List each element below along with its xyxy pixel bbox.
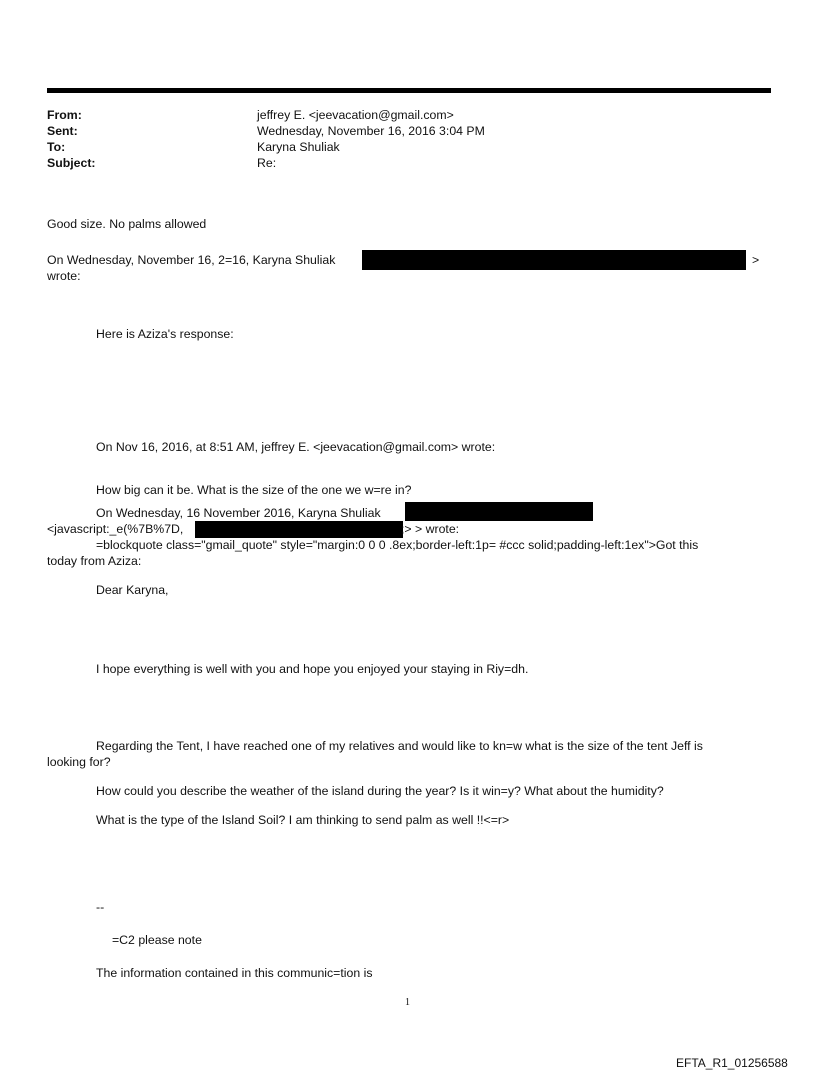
body-line: <javascript:_e(%7B%7D, [47, 522, 184, 536]
to-value: Karyna Shuliak [257, 140, 340, 154]
subject-value: Re: [257, 156, 277, 170]
body-line: =blockquote class="gmail_quote" style="margin:0 0 0 .8ex;border-left:1p= #ccc solid;padding-left:1ex">Got this [96, 538, 699, 552]
body-line: Here is Aziza's response: [96, 327, 234, 341]
body-line: today from Aziza: [47, 554, 142, 568]
body-line: Dear Karyna, [96, 583, 169, 597]
subject-label: Subject: [47, 156, 96, 170]
body-line: Regarding the Tent, I have reached one of my relatives and would like to kn=w what is the size of the tent Jeff is [96, 739, 703, 753]
header-rule [47, 88, 771, 93]
body-line: looking for? [47, 755, 111, 769]
footer-id: EFTA_R1_01256588 [676, 1056, 788, 1070]
sent-label: Sent: [47, 124, 78, 138]
body-line: On Nov 16, 2016, at 8:51 AM, jeffrey E. <jeevacation@gmail.com> wrote: [96, 440, 496, 454]
page-number: 1 [405, 997, 410, 1008]
body-line: On Wednesday, 16 November 2016, Karyna Shuliak [96, 506, 381, 520]
body-line: Good size. No palms allowed [47, 217, 207, 231]
from-value: jeffrey E. <jeevacation@gmail.com> [257, 108, 454, 122]
body-line: wrote: [47, 269, 81, 283]
redaction [195, 521, 403, 538]
body-line: The information contained in this communic=tion is [96, 966, 373, 980]
body-line: ;> > wrote: [401, 522, 460, 536]
to-label: To: [47, 140, 66, 154]
from-label: From: [47, 108, 82, 122]
body-line: > [752, 253, 760, 267]
body-line: -- [96, 900, 105, 914]
body-line: How big can it be. What is the size of the one we w=re in? [96, 483, 412, 497]
body-line: I hope everything is well with you and hope you enjoyed your staying in Riy=dh. [96, 662, 529, 676]
redaction [362, 250, 746, 270]
body-line: =C2 please note [112, 933, 202, 947]
body-line: How could you describe the weather of the island during the year? Is it win=y? What about the humidity? [96, 784, 664, 798]
body-line: What is the type of the Island Soil? I am thinking to send palm as well !!<=r> [96, 813, 510, 827]
body-line: On Wednesday, November 16, 2=16, Karyna Shuliak [47, 253, 336, 267]
sent-value: Wednesday, November 16, 2016 3:04 PM [257, 124, 485, 138]
redaction [405, 502, 593, 521]
